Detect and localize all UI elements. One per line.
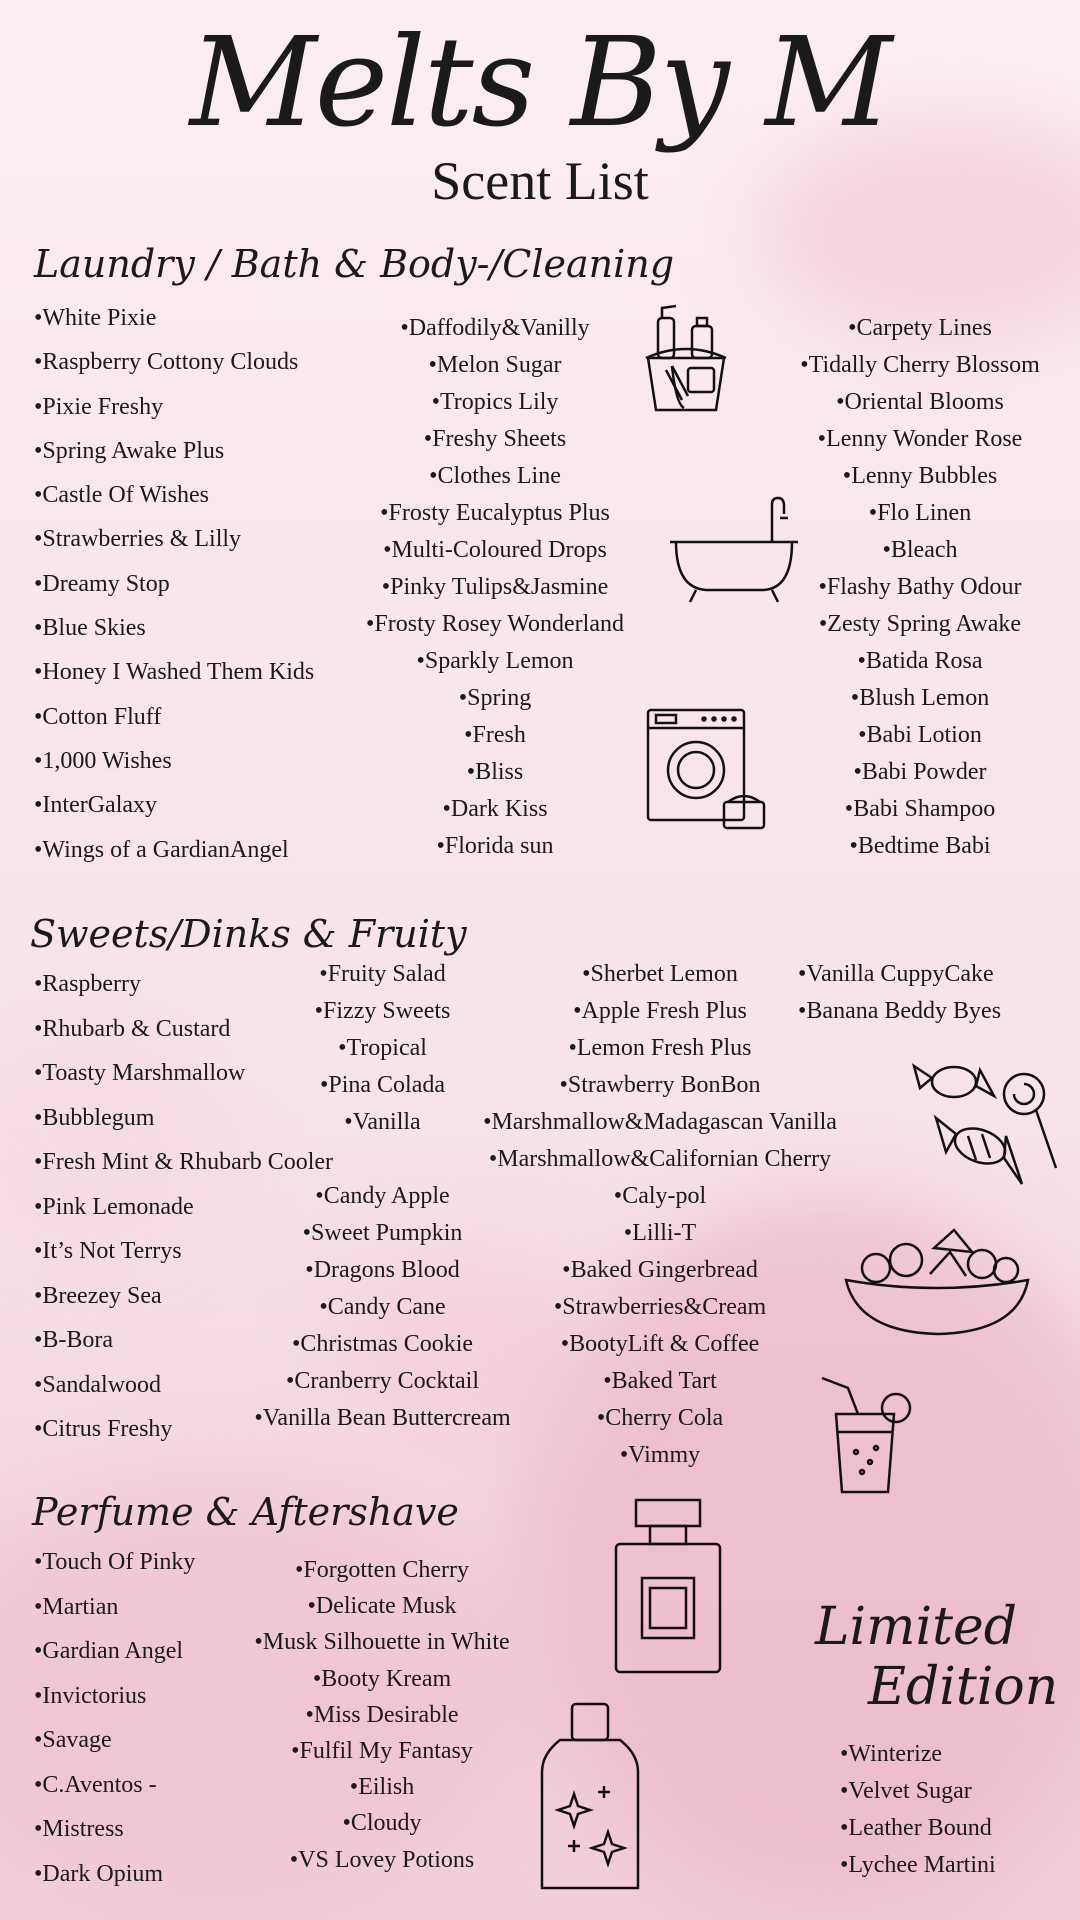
scent-item: •Raspberry Cottony Clouds	[34, 349, 299, 376]
scent-item: •Blush Lemon	[850, 685, 990, 711]
scent-item: •It’s Not Terrys	[34, 1238, 182, 1264]
scent-item: •Blue Skies	[34, 615, 146, 642]
scent-item: •Cranberry Cocktail	[285, 1368, 479, 1394]
scent-item: •Delicate Musk	[307, 1593, 457, 1620]
scent-item: •Flo Linen	[868, 500, 972, 526]
scent-item: •Bubblegum	[34, 1104, 155, 1131]
perfume-bottle-icon	[612, 1498, 724, 1676]
scent-item: •Dark Kiss	[442, 796, 548, 822]
scent-item: •Wings of a GardianAngel	[34, 836, 289, 863]
scent-item: •Babi Shampoo	[844, 796, 996, 822]
fruit-bowl-icon	[842, 1226, 1032, 1338]
scent-item: •Batida Rosa	[857, 648, 983, 674]
scent-item: •Fresh	[464, 722, 526, 748]
scent-item: •Booty Kream	[312, 1665, 452, 1692]
scent-item: •Lychee Martini	[840, 1852, 996, 1878]
scent-item: •Clothes Line	[429, 463, 561, 489]
scent-item: •C.Aventos -	[34, 1771, 157, 1798]
scent-item: •Toasty Marshmallow	[34, 1060, 246, 1086]
scent-item: •Cherry Cola	[596, 1405, 724, 1431]
scent-item: •Fresh Mint & Rhubarb Cooler	[34, 1149, 334, 1175]
scent-item: •Tropics Lily	[431, 389, 559, 415]
scent-item: •Gardian Angel	[34, 1638, 184, 1664]
scent-item: •Tidally Cherry Blossom	[800, 352, 1040, 378]
scent-item: •Caly-pol	[613, 1183, 707, 1209]
scent-item: •Pixie Freshy	[34, 393, 164, 420]
scent-item: •Florida sun	[436, 833, 554, 859]
scent-item: •Vanilla Bean Buttercream	[254, 1405, 511, 1431]
scent-item: •Savage	[34, 1727, 112, 1753]
scent-item: •Marshmallow&Madagascan Vanilla	[483, 1109, 837, 1135]
scent-item: •Bleach	[882, 537, 958, 563]
scent-item: •Multi-Coloured Drops	[383, 537, 607, 563]
scent-item: •Melon Sugar	[428, 352, 562, 378]
scent-item: •Oriental Blooms	[836, 389, 1004, 415]
scent-item: •Pinky Tulips&Jasmine	[381, 574, 609, 600]
washing-machine-icon	[644, 706, 768, 832]
scent-item: •1,000 Wishes	[34, 747, 172, 774]
scent-item: •Baked Gingerbread	[562, 1257, 758, 1283]
scent-item: •Apple Fresh Plus	[573, 998, 747, 1024]
scent-item: •Frosty Rosey Wonderland	[365, 611, 624, 637]
scent-item: •Invictorius	[34, 1682, 147, 1709]
scent-item: •Winterize	[840, 1741, 943, 1767]
scent-item: •Cotton Fluff	[34, 703, 162, 730]
scent-item: •Lemon Fresh Plus	[568, 1035, 752, 1061]
scent-item: •Christmas Cookie	[291, 1331, 474, 1357]
scent-item: •Cloudy	[342, 1810, 422, 1837]
drink-glass-icon	[818, 1374, 914, 1496]
laundry-col-3	[760, 310, 1080, 865]
scent-item: •Sparkly Lemon	[416, 648, 574, 674]
scent-item: •Miss Desirable	[305, 1701, 459, 1728]
section-title-sweets: Sweets/Dinks & Fruity	[30, 912, 467, 956]
bathtub-icon	[666, 496, 802, 608]
scent-item: •Musk Silhouette in White	[254, 1629, 510, 1656]
scent-item: •Bliss	[466, 759, 524, 785]
candy-icon	[910, 1048, 1064, 1192]
scent-item: •Zesty Spring Awake	[818, 611, 1022, 637]
scent-item: •Breezey Sea	[34, 1282, 162, 1309]
scent-item: •Banana Beddy Byes	[798, 998, 1002, 1024]
laundry-col-1	[34, 296, 314, 872]
brand-title: Melts By M	[189, 11, 891, 155]
scent-item: •B-Bora	[34, 1327, 114, 1353]
scent-item: •Sweet Pumpkin	[302, 1220, 463, 1246]
scent-item: •Strawberries&Cream	[553, 1294, 767, 1320]
scent-item: •Touch Of Pinky	[34, 1549, 196, 1575]
scent-item: •Flashy Bathy Odour	[818, 574, 1022, 600]
scent-item: •Frosty Eucalyptus Plus	[380, 500, 610, 526]
scent-item: •Raspberry	[34, 971, 142, 997]
scent-item: •Strawberry BonBon	[559, 1072, 761, 1098]
scent-item: •Babi Lotion	[858, 722, 982, 748]
limited-edition-list	[840, 1736, 996, 1884]
scent-item: •Candy Cane	[319, 1294, 446, 1320]
scent-item: •Sandalwood	[34, 1371, 162, 1398]
sweets-col-4	[798, 956, 1001, 1030]
sweets-col-3	[440, 956, 880, 1474]
scent-item: •Spring	[458, 685, 532, 711]
scent-item: •Martian	[34, 1593, 119, 1620]
scent-item: •White Pixie	[34, 305, 157, 331]
scent-item: •Leather Bound	[840, 1815, 992, 1841]
perfume-col-1	[34, 1540, 195, 1896]
cologne-bottle-icon	[538, 1702, 642, 1892]
scent-item: •Vimmy	[619, 1442, 701, 1468]
scent-item: •Castle Of Wishes	[34, 482, 209, 509]
scent-item: •BootyLift & Coffee	[560, 1331, 760, 1357]
cleaning-bucket-icon	[636, 300, 736, 418]
scent-item: •Honey I Washed Them Kids	[34, 659, 315, 686]
scent-item: •Dreamy Stop	[34, 570, 170, 597]
scent-item: •Fizzy Sweets	[314, 998, 451, 1024]
laundry-col-2	[330, 310, 660, 865]
scent-item: •Dragons Blood	[305, 1257, 460, 1283]
scent-item: •Spring Awake Plus	[34, 437, 225, 464]
scent-item: •VS Lovey Potions	[289, 1846, 475, 1873]
scent-item: •Pina Colada	[319, 1072, 446, 1098]
scent-item: •Lenny Bubbles	[842, 463, 998, 489]
scent-item: •Fulfil My Fantasy	[291, 1738, 473, 1765]
scent-item: •Mistress	[34, 1816, 124, 1842]
scent-item: •Strawberries & Lilly	[34, 526, 242, 553]
scent-item: •Candy Apple	[315, 1183, 450, 1209]
scent-item: •Fruity Salad	[319, 961, 446, 987]
scent-item: •Daffodily&Vanilly	[400, 315, 590, 341]
limited-edition-title-line-1: Limited	[815, 1597, 1018, 1657]
scent-item: •Rhubarb & Custard	[34, 1015, 231, 1042]
scent-item: •Pink Lemonade	[34, 1193, 194, 1220]
scent-item: •Freshy Sheets	[423, 426, 567, 452]
section-title-laundry: Laundry / Bath & Body-/Cleaning	[34, 242, 675, 286]
scent-item: •Lilli-T	[623, 1220, 697, 1246]
scent-item: •InterGalaxy	[34, 792, 158, 819]
scent-item: •Tropical	[338, 1035, 427, 1061]
limited-edition-title-line-2: Edition	[868, 1657, 1059, 1717]
page-subtitle: Scent List	[431, 151, 649, 211]
scent-item: •Baked Tart	[603, 1368, 717, 1394]
scent-item: •Bedtime Babi	[849, 833, 991, 859]
scent-item: •Carpety Lines	[848, 315, 992, 341]
scent-item: •Forgotten Cherry	[295, 1557, 469, 1583]
scent-item: •Vanilla	[344, 1109, 421, 1135]
scent-item: •Sherbet Lemon	[582, 961, 738, 987]
scent-item: •Velvet Sugar	[840, 1778, 972, 1804]
scent-item: •Babi Powder	[853, 759, 987, 785]
scent-item: •Citrus Freshy	[34, 1416, 173, 1442]
perfume-col-2	[222, 1552, 542, 1878]
scent-item: •Dark Opium	[34, 1860, 164, 1887]
scent-item: •Marshmallow&Californian Cherry	[488, 1146, 832, 1172]
scent-item: •Eilish	[349, 1774, 415, 1801]
scent-item: •Vanilla CuppyCake	[798, 961, 994, 987]
scent-item: •Lenny Wonder Rose	[817, 426, 1023, 452]
section-title-perfume: Perfume & Aftershave	[32, 1490, 459, 1534]
